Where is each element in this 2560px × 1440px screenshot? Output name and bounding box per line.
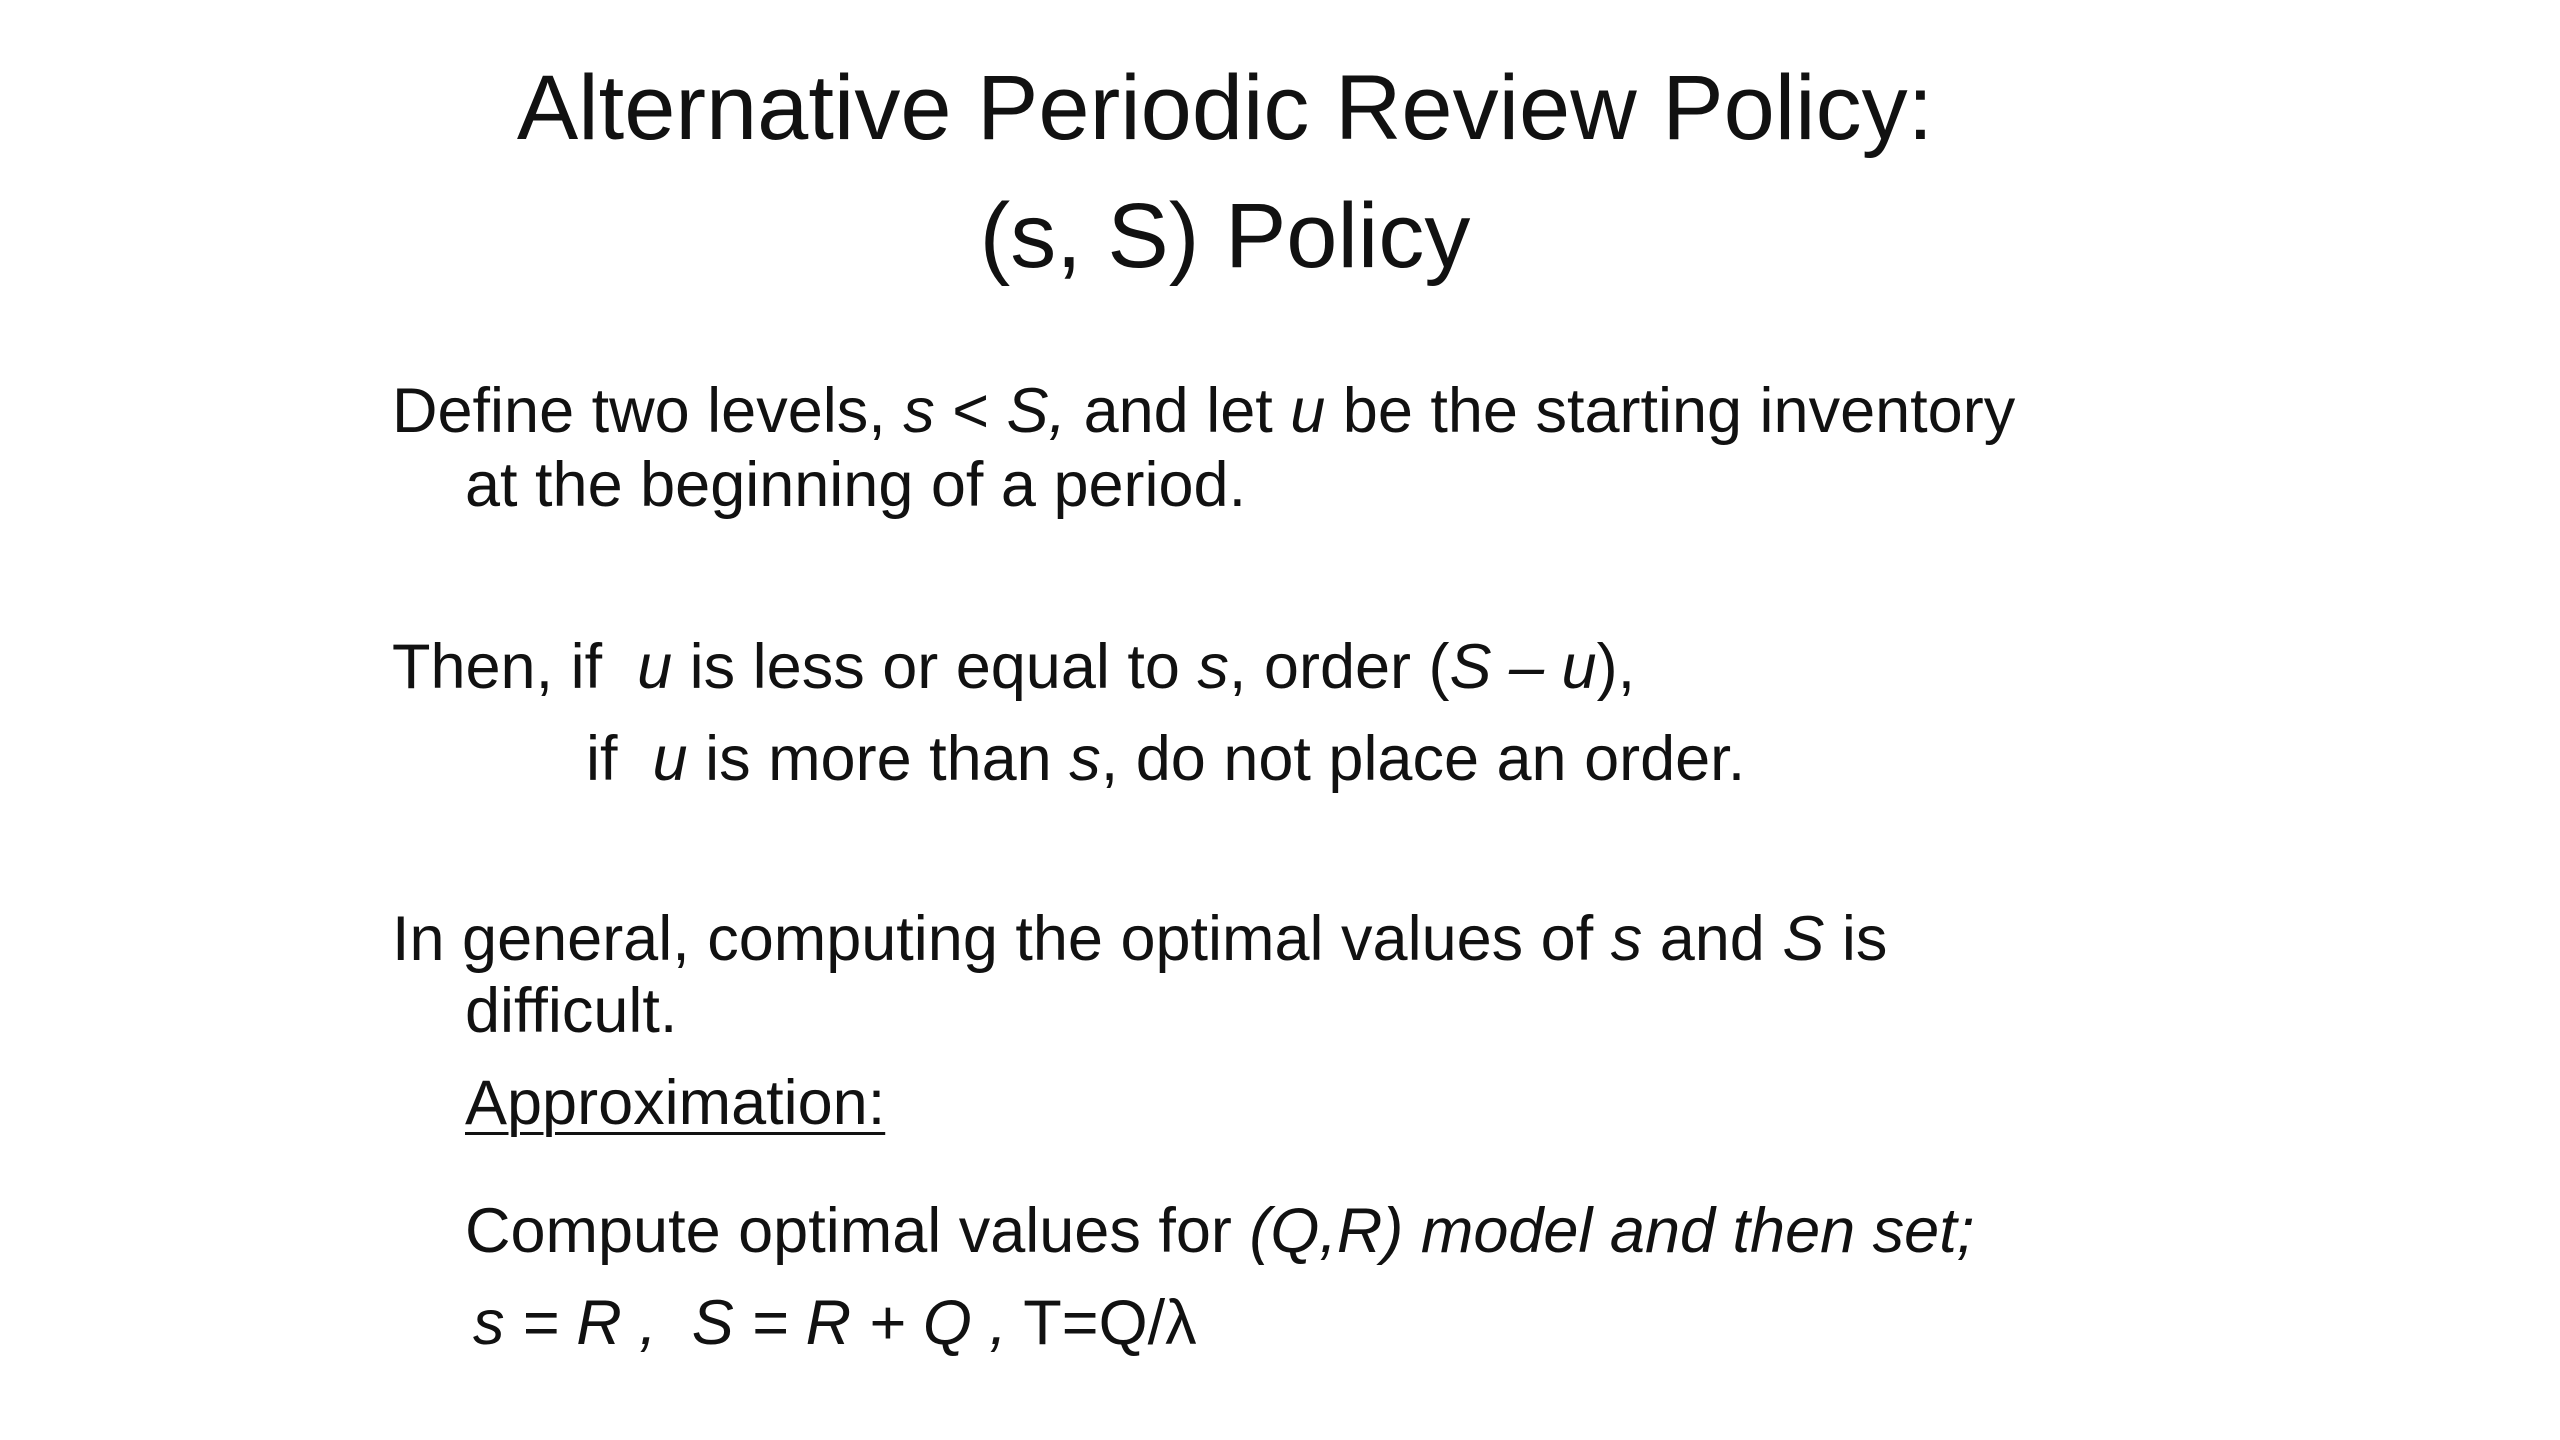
text-fragment: , do not place an order. [1100,724,1746,794]
approximation-heading: Approximation: [465,1068,886,1138]
definition-line-2: at the beginning of a period. [465,450,1247,520]
var-u: u [637,632,673,702]
var-s: s [1197,632,1229,702]
model-reference: (Q,R) model and then set; [1249,1196,1975,1266]
text-fragment: be the starting inventory [1325,376,2016,446]
text-fragment: < [934,376,1007,446]
general-line-1 [392,904,1888,974]
text-fragment: Compute optimal values for [465,1196,1250,1266]
text-fragment: is more than [687,724,1070,794]
text-fragment: Then, if [392,632,638,702]
text-fragment: is [1824,904,1888,974]
text-fragment: In general, computing the optimal values of [392,904,1611,974]
text-fragment: is less or equal to [672,632,1198,702]
var-u: u [652,724,688,794]
formula-T: T=Q/λ [1006,1288,1197,1358]
text-fragment: and [1642,904,1783,974]
text-fragment: and let [1066,376,1291,446]
compute-line [465,1196,1975,1266]
var-u: u [1290,376,1326,446]
var-S: S [1782,904,1825,974]
var-s: s [903,376,935,446]
formula-line [473,1288,1197,1358]
var-s: s [1610,904,1643,974]
order-expression: S – u [1449,632,1597,702]
text-fragment: , order ( [1228,632,1450,702]
var-s: s [1069,724,1101,794]
definition-line-1 [392,376,2016,446]
slide-title-line-2: (s, S) Policy [979,185,1471,287]
var-S: S, [1006,376,1067,446]
text-fragment: Define two levels, [392,376,904,446]
slide-title-line-1: Alternative Periodic Review Policy: [516,57,1934,159]
rule-line-2 [586,724,1746,794]
text-fragment: if [586,724,653,794]
rule-line-1 [392,632,1636,702]
text-fragment: ), [1596,632,1636,702]
general-line-2: difficult. [465,976,678,1046]
formula-s-S: s = R , S = R + Q , [473,1288,1007,1358]
